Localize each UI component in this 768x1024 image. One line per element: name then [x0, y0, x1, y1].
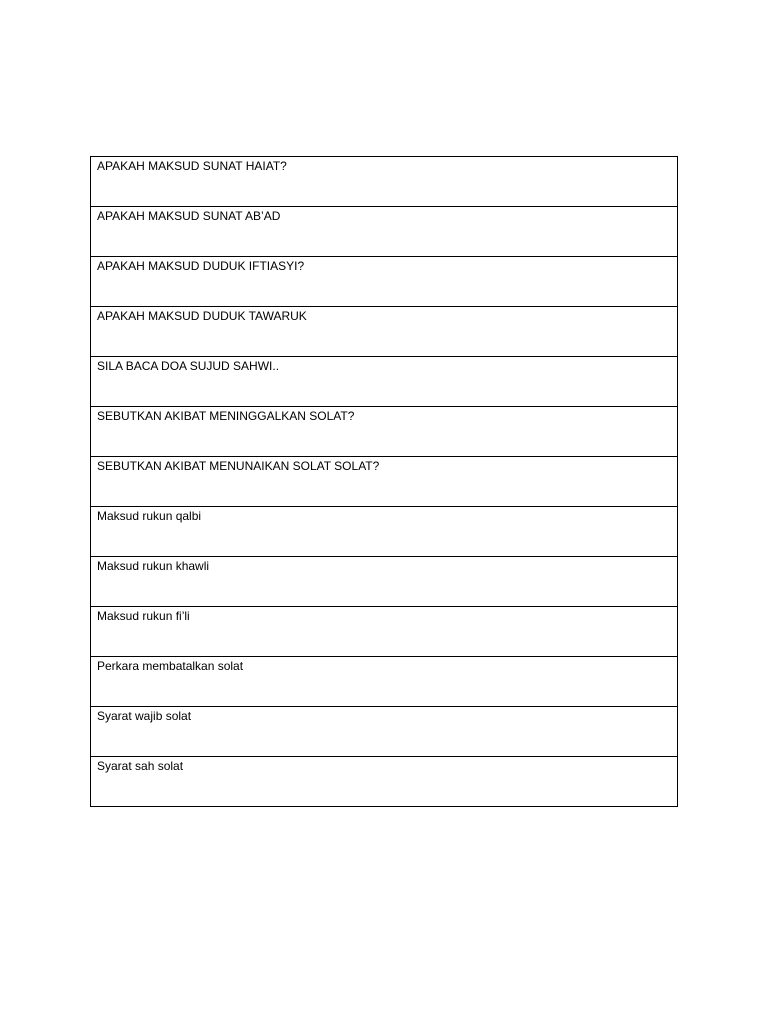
question-text: Syarat wajib solat	[97, 709, 192, 723]
question-text: Syarat sah solat	[97, 759, 184, 773]
question-text: Maksud rukun fi’li	[97, 609, 190, 623]
question-text: SEBUTKAN AKIBAT MENUNAIKAN SOLAT SOLAT?	[97, 459, 380, 473]
question-text: APAKAH MAKSUD DUDUK TAWARUK	[97, 309, 307, 323]
question-cell	[91, 657, 678, 707]
table-row	[91, 307, 678, 357]
question-cell	[91, 307, 678, 357]
question-text: SEBUTKAN AKIBAT MENINGGALKAN SOLAT?	[97, 409, 355, 423]
table-row	[91, 157, 678, 207]
question-cell	[91, 407, 678, 457]
question-text: Maksud rukun khawli	[97, 559, 210, 573]
table-row	[91, 207, 678, 257]
table-row	[91, 357, 678, 407]
table-row	[91, 607, 678, 657]
table-row	[91, 457, 678, 507]
question-cell	[91, 607, 678, 657]
table-row	[91, 657, 678, 707]
table-row	[91, 407, 678, 457]
question-table	[90, 156, 678, 807]
question-cell	[91, 507, 678, 557]
question-text: Maksud rukun qalbi	[97, 509, 202, 523]
table-row	[91, 707, 678, 757]
question-text: Perkara membatalkan solat	[97, 659, 244, 673]
question-cell	[91, 757, 678, 807]
table-row	[91, 557, 678, 607]
question-text: APAKAH MAKSUD SUNAT HAIAT?	[97, 159, 287, 173]
table-row	[91, 507, 678, 557]
question-cell	[91, 207, 678, 257]
question-text: SILA BACA DOA SUJUD SAHWI..	[97, 359, 280, 373]
question-text: APAKAH MAKSUD SUNAT AB’AD	[97, 209, 281, 223]
question-cell	[91, 457, 678, 507]
question-cell	[91, 357, 678, 407]
question-cell	[91, 257, 678, 307]
question-cell	[91, 707, 678, 757]
question-cell	[91, 557, 678, 607]
question-cell	[91, 157, 678, 207]
table-row	[91, 757, 678, 807]
question-text: APAKAH MAKSUD DUDUK IFTIASYI?	[97, 259, 305, 273]
table-row	[91, 257, 678, 307]
